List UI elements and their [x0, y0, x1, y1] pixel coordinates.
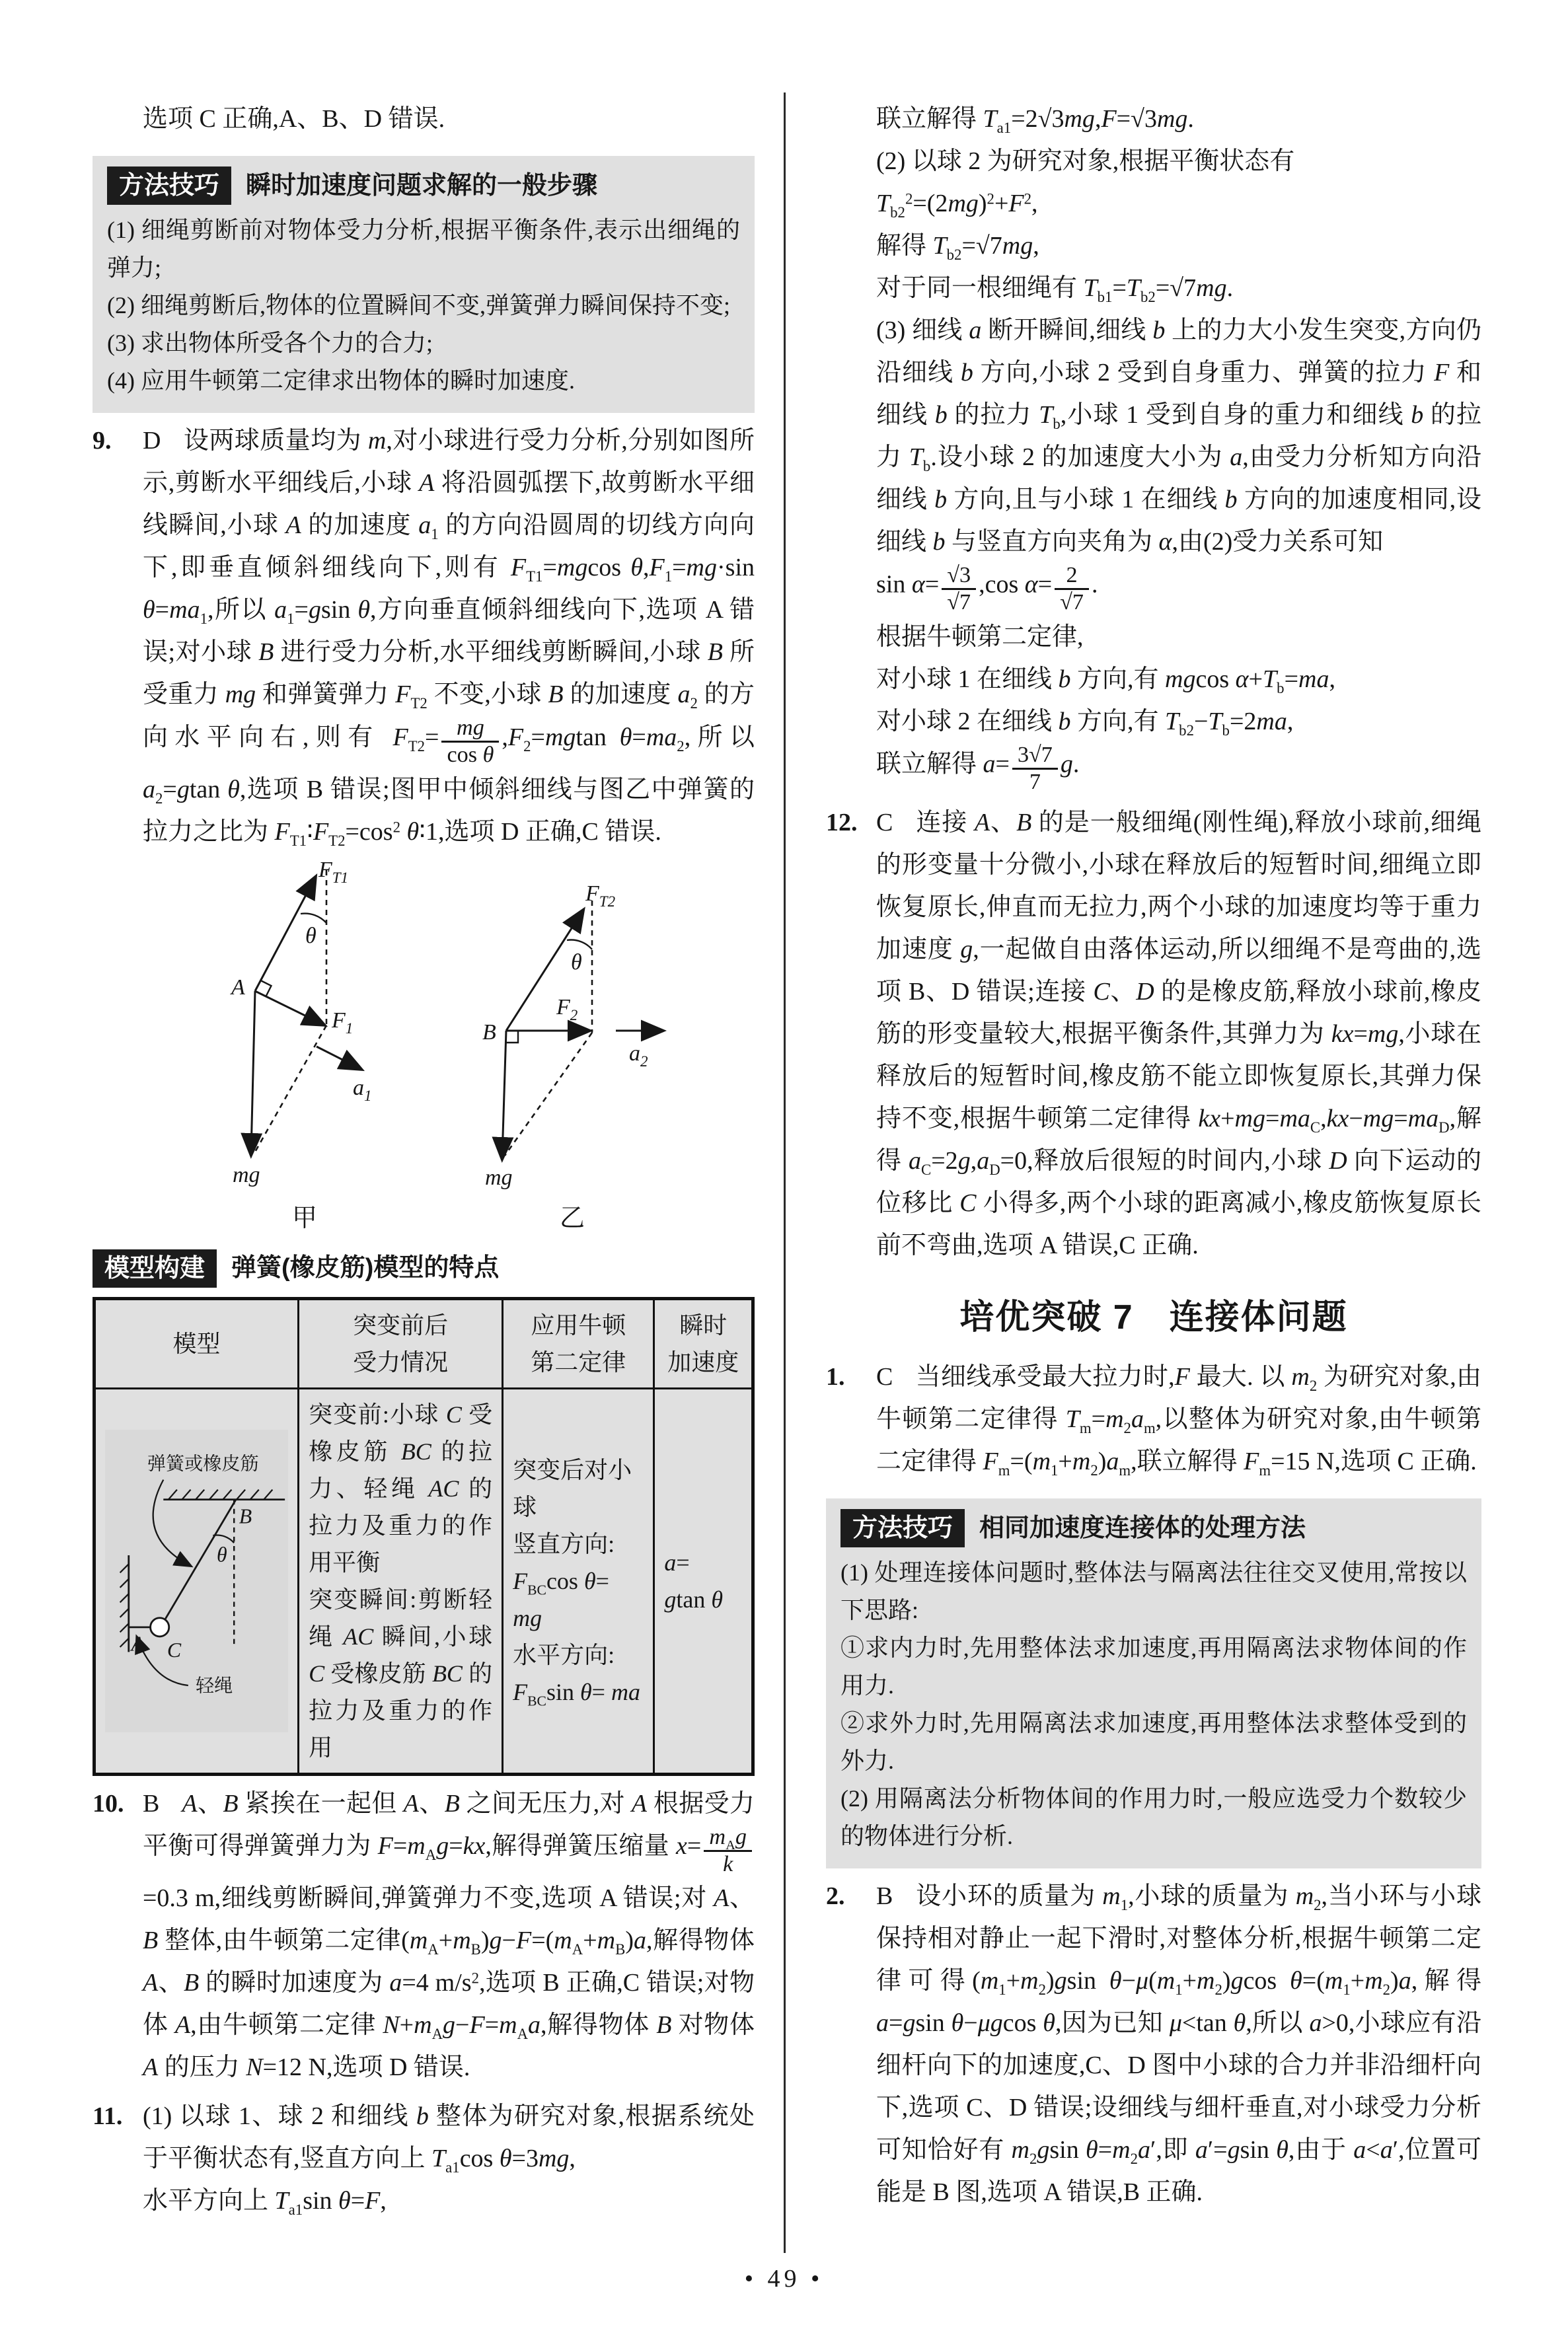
item-body [876, 1356, 1481, 1483]
answer-item-11 [93, 2095, 755, 2222]
model-box-header [93, 1249, 755, 1288]
cont-line: (3) 细线 a 断开瞬间,细线 b 上的力大小发生突变,方向仍沿细线 b 方向,小球 2 受到自身重力、弹簧的拉力 F 和细线 b 的拉力 $T_b$,小球 1 受到自身的重力和细线 b 的拉力 $T_b$.设小球 2 的加速度大小为 a,由受力分析知方向沿细线 b 方向,且与小球 1 在细线 b 方向的加速度相同,设细线 b 与竖直方向夹角为 α,由(2)受力关系可知 [876, 316, 1481, 556]
cont-line: 对小球 1 在细线 b 方向,有 mgcos $\alpha+T_b=ma$, [876, 665, 1335, 696]
answer-item-10 [93, 1783, 755, 2089]
cont-line: 根据牛顿第二定律, [876, 622, 1084, 651]
table-body-row [94, 1388, 753, 1774]
spring-model-diagram [106, 1434, 286, 1718]
cont-line: 联立解得 $T_{a1}=2√3mg,F=√3mg$. [876, 105, 1194, 137]
answer-item-12 [826, 801, 1481, 1267]
item-number: 2. [826, 1882, 845, 1911]
item-number: 10. [93, 1789, 124, 1818]
item-text: 连接 A、B 的是一般细绳(刚性绳),释放小球前,细绳的形变量十分微小,小球在释放后的短暂时间,细绳立即恢复原长,伸直而无拉力,两个小球的加速度均等于重力加速度 g,一起做自由落体运动,所以细绳不是弯曲的,选项 B、D 错误;连接 C、D 的是橡皮筋,释放小球前,橡皮筋的形变量较大,根据平衡条件,其弹力为 kx=mg,小球在释放后的短暂时间,橡皮筋不能立即恢复原长,其弹力保持不变,根据牛顿第二定律得 $kx+mg=ma_C,kx-mg=ma_D$,解得 $a_C=2g,a_D=0$,释放后很短的时间内,小球 D 向下运动的位移比 C 小得多,两个小球的距离减小,橡皮筋恢复原长前不弯曲,选项 A 错误,C 正确. [876, 809, 1481, 1260]
cont-line: $T_{b2}^2=(2mg)^2+F^2$, [876, 190, 1038, 221]
diagram-yi [460, 862, 685, 1234]
tip-box-header [840, 1509, 1467, 1547]
col-header-accel: 瞬时 加速度 [654, 1298, 753, 1388]
spring-label: 弹簧或橡皮筋 [147, 1454, 259, 1475]
theta-label: θ [571, 949, 582, 975]
item-number: 11. [93, 2102, 123, 2131]
accel-cell: a= gtan θ [654, 1388, 753, 1774]
method-badge: 方法技巧 [107, 166, 231, 205]
right-column [826, 98, 1481, 2213]
answer-letter: B [876, 1882, 893, 1911]
point-c-label: C [167, 1638, 182, 1662]
col-header-forces: 突变前后 受力情况 [299, 1298, 503, 1388]
f2-label: $F_2$ [556, 994, 578, 1023]
model-diagram-cell [94, 1388, 299, 1774]
section-header: 培优突破 7 连接体问题 [959, 1298, 1348, 1337]
answer-letter: C [876, 809, 893, 837]
item-11-continuation [826, 98, 1481, 795]
answer-letter: D [143, 427, 161, 455]
item-text: A、B 紧挨在一起但 A、B 之间无压力,对 A 根据受力平衡可得弹簧弹力为 $F=m_Ag=kx$,解得弹簧压缩量 x= $\frac{m_Ag}{k}$ =0.3 m,细线剪断瞬间,弹簧弹力不变,选项 A 错误;对 A、B 整体,由牛顿第二定律$(m_A+m_B)g-F=(m_A+m_B)a$,解得物体 A、B 的瞬时加速度为 a=4 $m/s^2$,选项 B 正确,C 错误;对物体 A,由牛顿第二定律 $N+m_Ag-F=m_Aa$,解得物体 B 对物体 A 的压力 N=12 N,选项 D 错误. [143, 1789, 755, 2082]
cont-line: 对于同一根细绳有 $T_{b1}=T_{b2}=√7mg$. [876, 274, 1234, 306]
cont-line: 对小球 2 在细线 b 方向,有 $T_{b2}-T_b=2ma$, [876, 707, 1294, 739]
item-body [143, 1783, 755, 2089]
mg-label: mg [233, 1162, 260, 1187]
tip-box-title: 瞬时加速度问题求解的一般步骤 [246, 171, 598, 200]
table-header-row [94, 1298, 753, 1388]
answer-item-2 [826, 1875, 1481, 2213]
cont-line: 联立解得 a= $\frac{3√7}{7}$ g. [876, 742, 1080, 794]
forces-moment: 突变瞬间:剪断轻绳 AC 瞬间,小球 C 受橡皮筋 BC 的拉力及重力的作用 [309, 1586, 493, 1761]
item-text: 设两球质量均为 m,对小球进行受力分析,分别如图所示,剪断水平细线后,小球 A 将沿圆弧摆下,故剪断水平细线瞬间,小球 A 的加速度 $a_1$ 的方向沿圆周的切线方向向下,即垂直倾斜细线向下,则有 $F_{T1}=mgcos$ $\theta,F_1=mg\cdot\sin$ $\theta=ma_1$,所以 $a_1=gsin$ θ,方向垂直倾斜细线向下,选项 A 错误;对小球 B 进行受力分析,水平细线剪断瞬间,小球 B 所受重力 mg 和弹簧弹力 $F_{T2}$ 不变,小球 B 的加速度 $a_2$ 的方向水平向右,则有 $F_{T2}=$ $\frac{mg}{\text{cos θ}}$ $,F_2=mgtan$ $\theta=ma_2$,所以 $a_2=gtan$ θ,选项 B 错误;图甲中倾斜细线与图乙中弹簧的拉力之比为 $F_{T1}∶F_{T2}=\cos^2$ θ∶1,选项 D 正确,C 错误. [143, 427, 755, 849]
point-b-label: B [482, 1019, 496, 1045]
model-box-title: 弹簧(橡皮筋)模型的特点 [231, 1254, 500, 1282]
item-number: 1. [826, 1363, 845, 1391]
method-tip-box-1 [93, 156, 755, 413]
method-badge: 方法技巧 [840, 1509, 965, 1547]
point-a-label: A [131, 1632, 145, 1656]
point-b-label: B [239, 1504, 252, 1528]
model-diagram [105, 1430, 288, 1732]
theta-label: θ [216, 1543, 227, 1567]
model-badge: 模型构建 [93, 1249, 217, 1288]
item-body [876, 1875, 1481, 2213]
col-header-model: 模型 [94, 1298, 299, 1388]
forces-before: 突变前:小球 C 受橡皮筋 BC 的拉力、轻绳 AC 的拉力及重力的作用平衡 [309, 1401, 493, 1576]
answer-letter: B [143, 1789, 160, 1818]
ft1-label: $F_{T1}$ [318, 857, 349, 886]
point-a-label: A [231, 975, 245, 1000]
item-text-line: 水平方向上 $T_{a1}\sin$ θ=F, [143, 2187, 387, 2219]
vector-diagram-jia [189, 857, 420, 1193]
a1-label: $a_1$ [353, 1075, 372, 1104]
model-box [93, 1249, 755, 1776]
answer-letter: C [876, 1363, 893, 1391]
a2-label: $a_2$ [629, 1041, 648, 1070]
item-body [143, 2095, 755, 2222]
tip-item: (2) 细绳剪断后,物体的位置瞬间不变,弹簧弹力瞬间保持不变; [107, 292, 730, 318]
item-number: 12. [826, 809, 858, 837]
answer-item-1 [826, 1356, 1481, 1483]
cont-line: sin α= $\frac{√3}{√7}$ ,cos α= $\frac{2}{√7}$ . [876, 563, 1098, 615]
ft2-label: $F_{T2}$ [585, 881, 616, 910]
item-text-line: (1) 以球 1、球 2 和细线 b 整体为研究对象,根据系统处于平衡状态有,竖直方向上 $T_{a1}\cos$ θ=3mg, [143, 2102, 755, 2176]
forces-cell [299, 1388, 503, 1774]
vector-diagram-yi [460, 862, 685, 1193]
tip-item: ②求外力时,先用隔离法求加速度,再用整体法求整体受到的外力. [840, 1710, 1467, 1775]
rope-label: 轻绳 [196, 1675, 233, 1696]
tip-item: ①求内力时,先用整体法求加速度,再用隔离法求物体间的作用力. [840, 1635, 1467, 1699]
force-diagram-figure [119, 857, 755, 1234]
cont-line: 解得 $T_{b2}=√7mg$, [876, 232, 1039, 264]
model-table [93, 1297, 755, 1776]
caption-yi: 乙 [559, 1204, 585, 1232]
item-number: 9. [93, 427, 112, 455]
tip-item: (2) 用隔离法分析物体间的作用力时,一般应选受力个数较少的物体进行分析. [840, 1785, 1467, 1850]
theta-label: θ [305, 923, 317, 948]
column-divider [784, 92, 786, 2253]
caption-jia: 甲 [291, 1204, 317, 1232]
tip-item: (3) 求出物体所受各个力的合力; [107, 330, 433, 356]
newton-cell: 突变后对小球 竖直方向: $F_{BC}\cos$ θ= mg 水平方向: $F_{BC}\sin$ θ= ma [503, 1388, 654, 1774]
tip-item: (1) 细绳剪断前对物体受力分析,根据平衡条件,表示出细绳的弹力; [107, 217, 740, 281]
mg-label: mg [485, 1165, 513, 1190]
item-text: 当细线承受最大拉力时,F 最大. 以 $m_2$ 为研究对象,由牛顿第二定律得 $T_m=m_2a_m$,以整体为研究对象,由牛顿第二定律得 $F_m=(m_1+m_2)a_m$,联立解得 $F_m=15$ N,选项 C 正确. [876, 1363, 1481, 1479]
tip-box-header [107, 166, 740, 205]
method-tip-box-2 [826, 1498, 1481, 1868]
item-body [143, 420, 755, 853]
diagram-jia [189, 857, 420, 1234]
tip-item: (4) 应用牛顿第二定律求出物体的瞬时加速度. [107, 367, 575, 394]
answer-item-9 [93, 420, 755, 853]
tip-box-title: 相同加速度连接体的处理方法 [979, 1514, 1306, 1542]
f1-label: $F_1$ [332, 1008, 354, 1037]
left-column [93, 98, 755, 2222]
tip-item: (1) 处理连接体问题时,整体法与隔离法往往交叉使用,常按以下思路: [840, 1559, 1467, 1624]
item-text: 设小环的质量为 $m_1$,小球的质量为 $m_2$,当小环与小球保持相对静止一起下滑时,对整体分析,根据牛顿第二定律可得$(m_1+m_2)gsin$ $\theta-\mu(m_1+m_2)gcos$ $\theta=(m_1+m_2)a$,解得 a=gsin θ−μgcos θ,因为已知 μ<tan θ,所以 a>0,小球应有沿细杆向下的加速度,C、D 图中小球的合力并非沿细杆向下,选项 C、D 错误;设细线与细杆垂直,对小球受力分析可知恰好有 $m_2gsin$ $\theta=m_2a'$,即 a′=gsin θ,由于 a<a′,位置可能是 B 图,选项 A 错误,B 正确. [876, 1882, 1481, 2207]
cont-line: (2) 以球 2 为研究对象,根据平衡状态有 [876, 147, 1295, 175]
intro-line: 选项 C 正确,A、B、D 错误. [143, 105, 445, 133]
item-body [876, 801, 1481, 1267]
page-number: • 49 • [744, 2265, 824, 2293]
col-header-newton: 应用牛顿 第二定律 [503, 1298, 654, 1388]
